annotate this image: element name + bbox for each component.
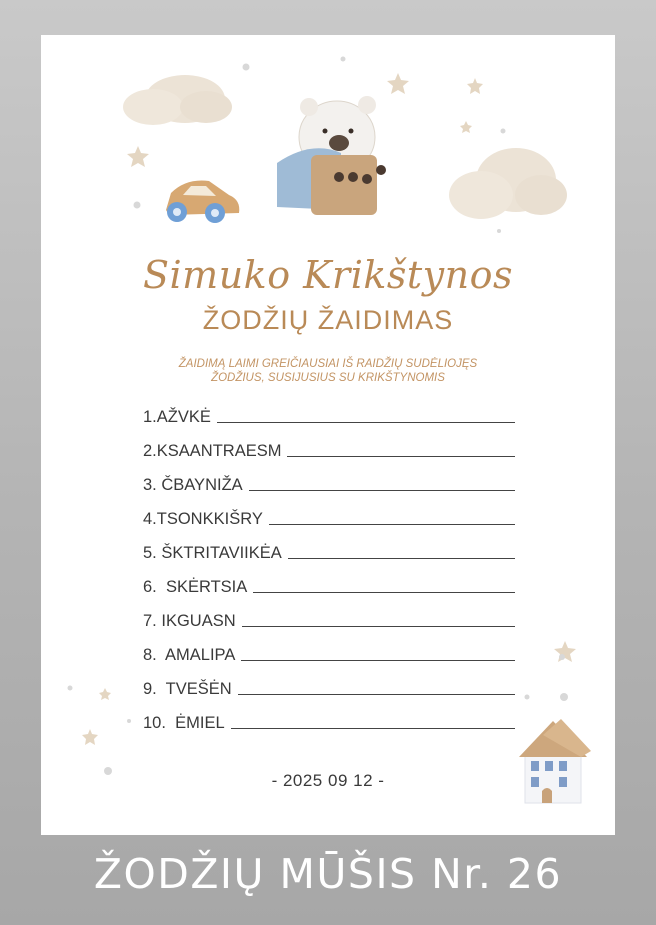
toy-car-illustration bbox=[166, 181, 239, 224]
answer-line[interactable] bbox=[241, 660, 515, 661]
word-row-3 bbox=[143, 473, 515, 495]
answer-line[interactable] bbox=[238, 694, 515, 695]
scrambled-word: TSONKKIŠRY bbox=[156, 510, 263, 528]
scrambled-word: IKGUASN bbox=[161, 612, 236, 630]
answer-line[interactable] bbox=[242, 626, 515, 627]
scrambled-word: ČBAYNIŽA bbox=[161, 476, 243, 494]
answer-line[interactable] bbox=[288, 558, 515, 559]
word-number: 8. bbox=[143, 646, 162, 664]
word-number: 7. bbox=[143, 612, 162, 630]
cloud-right-illustration bbox=[449, 148, 567, 219]
answer-line[interactable] bbox=[269, 524, 515, 525]
word-row-8 bbox=[143, 643, 515, 665]
word-number: 9. bbox=[143, 680, 162, 698]
event-title: Simuko Krikštynos bbox=[142, 253, 513, 297]
word-number: 4. bbox=[143, 510, 157, 528]
footer-caption: ŽODŽIŲ MŪŠIS Nr. 26 bbox=[93, 850, 563, 898]
game-subtitle: ŽODŽIŲ ŽAIDIMAS bbox=[202, 305, 454, 335]
answer-line[interactable] bbox=[231, 728, 515, 729]
bear-in-basket-illustration bbox=[277, 96, 386, 215]
scrambled-word: KSAANTRAESM bbox=[156, 442, 282, 460]
scrambled-word: ĖMIEL bbox=[170, 714, 225, 732]
word-row-6 bbox=[143, 575, 515, 597]
word-number: 3. bbox=[143, 476, 162, 494]
word-row-2 bbox=[143, 439, 515, 461]
answer-line[interactable] bbox=[217, 422, 515, 423]
word-row-1 bbox=[143, 405, 515, 427]
word-row-5 bbox=[143, 541, 515, 563]
answer-line[interactable] bbox=[253, 592, 515, 593]
answer-line[interactable] bbox=[249, 490, 515, 491]
word-row-10 bbox=[143, 711, 515, 733]
instructions-line-1: ŽAIDIMĄ LAIMI GREIČIAUSIAI IŠ RAIDŽIŲ SUDĖLIOJĘS bbox=[178, 358, 478, 370]
instructions-line-2: ŽODŽIUS, SUSIJUSIUS SU KRIKŠTYNOMIS bbox=[211, 372, 445, 384]
answer-line[interactable] bbox=[287, 456, 515, 457]
scrambled-word: ŠKTRITAVIIKĖA bbox=[161, 544, 282, 562]
cloud-left-illustration bbox=[123, 75, 232, 125]
game-card bbox=[41, 35, 615, 835]
word-row-4 bbox=[143, 507, 515, 529]
scrambled-word: AMALIPA bbox=[161, 646, 236, 664]
word-number: 5. bbox=[143, 544, 162, 562]
scrambled-word: TVEŠĖN bbox=[161, 680, 232, 698]
event-date: - 2025 09 12 - bbox=[271, 771, 385, 790]
word-row-7 bbox=[143, 609, 515, 631]
scrambled-word: SKĖRTSIA bbox=[161, 578, 248, 596]
scrambled-word: AŽVKĖ bbox=[156, 408, 211, 426]
word-number: 6. bbox=[143, 578, 162, 596]
word-number: 1. bbox=[143, 408, 157, 426]
game-instructions bbox=[41, 357, 615, 385]
word-row-9 bbox=[143, 677, 515, 699]
word-number: 2. bbox=[143, 442, 157, 460]
word-number: 10. bbox=[143, 714, 171, 732]
